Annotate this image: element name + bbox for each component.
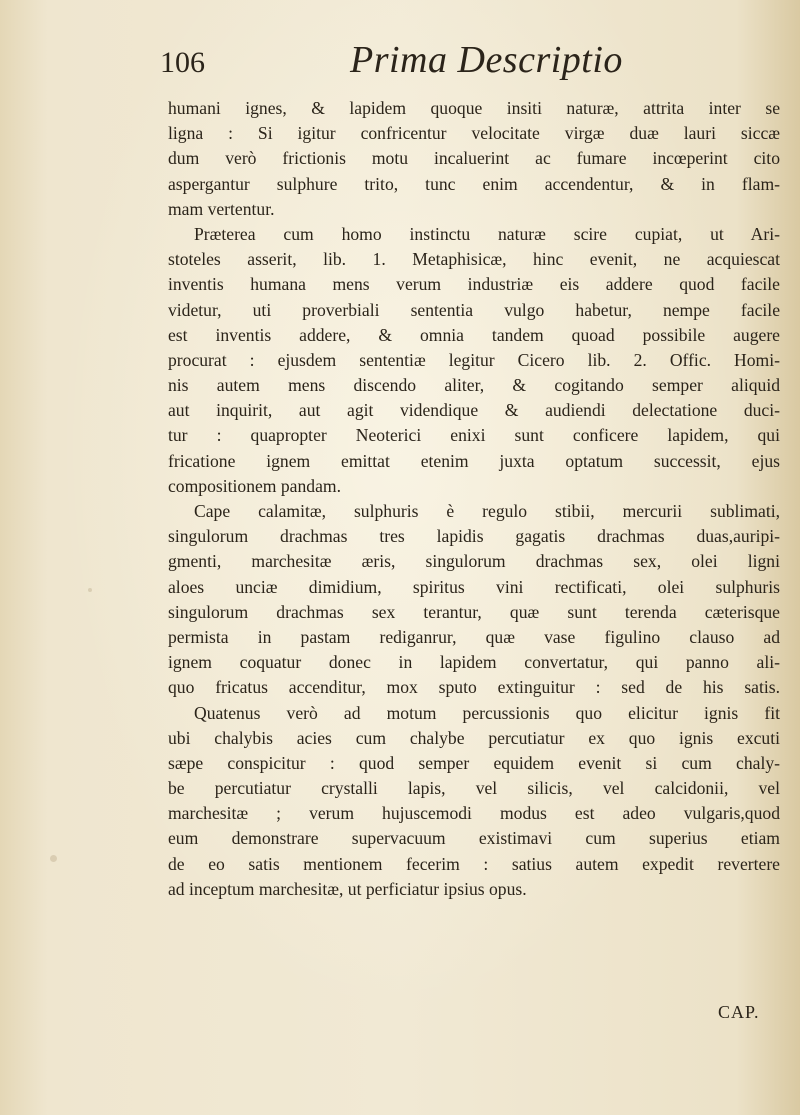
text-line: inventis humana mens verum industriæ eis addere quod facile: [168, 274, 780, 295]
text-line: humani ignes, & lapidem quoque insiti naturæ, attrita inter se: [168, 98, 780, 118]
page-header: [160, 38, 680, 86]
text-line: singulorum drachmas tres lapidis gagatis drachmas duas,auripi-: [168, 526, 780, 547]
text-line: aut inquirit, aut agit videndique & audiendi delectatione duci-: [168, 400, 780, 421]
text-line: Quatenus verò ad motum percussionis quo elicitur ignis fit: [194, 702, 780, 723]
text-line: Præterea cum homo instinctu naturæ scire cupiat, ut Ari-: [194, 223, 780, 244]
body-text: [168, 96, 780, 902]
foxing-spot: [88, 588, 92, 592]
text-line: marchesitæ ; verum hujuscemodi modus est adeo vulgaris,quod: [168, 803, 780, 824]
text-line: nis autem mens discendo aliter, & cogitando semper aliquid: [168, 375, 780, 396]
text-line: ligna : Si igitur confricentur velocitate virgæ duæ lauri siccæ: [168, 123, 780, 144]
text-line: ignem coquatur donec in lapidem convertatur, qui panno ali-: [168, 652, 780, 673]
page-number: 106: [160, 46, 205, 79]
text-line: permista in pastam rediganrur, quæ vase figulino clauso ad: [168, 626, 780, 647]
text-line: fricatione ignem emittat etenim juxta optatum successit, ejus: [168, 450, 780, 471]
text-line: eum demonstrare supervacuum existimavi cum superius etiam: [168, 828, 780, 849]
foxing-spot: [50, 855, 57, 862]
text-line: ubi chalybis acies cum chalybe percutiatur ex quo ignis excuti: [168, 727, 780, 748]
catchword: CAP.: [718, 1002, 760, 1022]
text-line: aspergantur sulphure trito, tunc enim accendentur, & in flam-: [168, 173, 780, 194]
text-line: mam vertentur.: [168, 198, 275, 219]
text-line: de eo satis mentionem fecerim : satius autem expedit revertere: [168, 853, 780, 874]
text-line: quo fricatus accenditur, mox sputo extinguitur : sed de his satis.: [168, 677, 780, 698]
text-line: dum verò frictionis motu incaluerint ac fumare incœperint cito: [168, 148, 780, 169]
text-line: compositionem pandam.: [168, 475, 341, 496]
text-line: Cape calamitæ, sulphuris è regulo stibii, mercurii sublimati,: [194, 501, 780, 521]
text-line: singulorum drachmas sex terantur, quæ sunt terenda cæterisque: [168, 601, 780, 622]
text-line: stoteles asserit, lib. 1. Metaphisicæ, hinc evenit, ne acquiescat: [168, 249, 780, 270]
text-line: be percutiatur crystalli lapis, vel silicis, vel calcidonii, vel: [168, 778, 780, 799]
text-line: aloes unciæ dimidium, spiritus vini rectificati, olei sulphuris: [168, 576, 780, 597]
text-line: tur : quapropter Neoterici enixi sunt conficere lapidem, qui: [168, 425, 780, 446]
text-line: videtur, uti proverbiali sententia vulgo habetur, nempe facile: [168, 299, 780, 320]
text-line: est inventis addere, & omnia tandem quoad possibile augere: [168, 324, 780, 345]
text-line: sæpe conspicitur : quod semper equidem evenit si cum chaly-: [168, 752, 780, 773]
text-line: gmenti, marchesitæ æris, singulorum drachmas sex, olei ligni: [168, 551, 780, 572]
running-head: Prima Descriptio: [350, 39, 623, 81]
text-line: procurat : ejusdem sententiæ legitur Cicero lib. 2. Offic. Homi-: [168, 349, 780, 370]
text-line: ad inceptum marchesitæ, ut perficiatur ipsius opus.: [168, 878, 527, 899]
